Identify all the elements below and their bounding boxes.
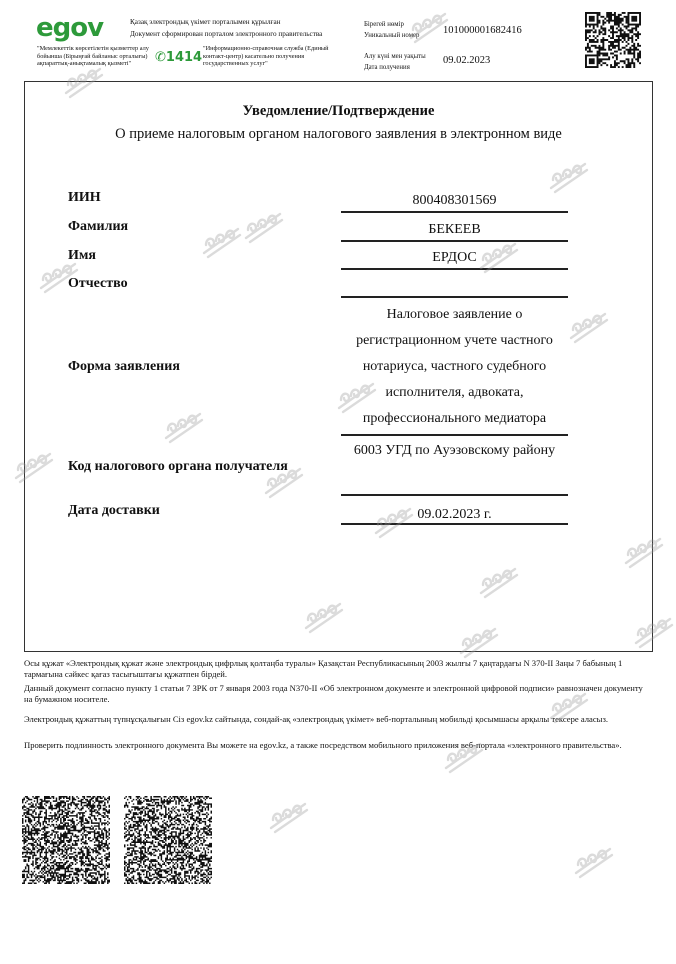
field-underline xyxy=(341,296,568,298)
unique-number-label-ru: Уникальный номер xyxy=(364,32,420,39)
service-center-kz: "Мемлекеттік көрсетілетін қызметтер алу бойынша (Бірыңғай байланыс орталығы) ақпараттық-анықтамалық қызметі" xyxy=(37,45,149,68)
phone-icon: ✆ xyxy=(155,50,166,65)
field-underline xyxy=(341,211,568,213)
watermark-ornament-icon xyxy=(35,250,81,296)
field-underline xyxy=(341,268,568,270)
egov-logo xyxy=(36,13,116,43)
header-qr-code xyxy=(585,12,641,68)
logo-text: egov xyxy=(36,13,104,43)
field-label-patronymic: Отчество xyxy=(68,276,128,291)
hotline-number: 1414 xyxy=(165,50,203,65)
watermark-ornament-icon xyxy=(60,55,106,101)
portal-text-kz: Қазақ электрондық үкімет порталымен құрылған xyxy=(130,18,281,26)
watermark-ornament-icon xyxy=(440,730,486,776)
watermark-ornament-icon xyxy=(570,835,616,881)
watermark-ornament-icon xyxy=(475,555,521,601)
unique-number-label-kz: Бірегей нөмір xyxy=(364,21,404,28)
watermark-ornament-icon xyxy=(240,200,286,246)
field-value-tax-office: 6003 УГД по Ауэзовскому району xyxy=(353,443,556,458)
watermark-ornament-icon xyxy=(475,230,521,276)
watermark-ornament-icon xyxy=(565,300,611,346)
field-value-name: ЕРДОС xyxy=(432,250,477,265)
field-label-iin: ИИН xyxy=(68,190,101,205)
signature-qr-code-2 xyxy=(124,796,212,884)
watermark-ornament-icon xyxy=(455,615,501,661)
watermark-ornament-icon xyxy=(545,680,591,726)
verify-notice-ru: Проверить подлинность электронного документа Вы можете на egov.kz, а также посредством мобильного приложения веб-портала «электронного правительства». xyxy=(24,740,622,750)
watermark-ornament-icon xyxy=(405,0,451,46)
date-label-ru: Дата получения xyxy=(364,64,410,71)
watermark-ornament-icon xyxy=(630,605,676,651)
watermark-ornament-icon xyxy=(260,455,306,501)
unique-number: 101000001682416 xyxy=(443,25,522,36)
field-label-delivery-date: Дата доставки xyxy=(68,503,160,518)
date-label-kz: Алу күні мен уақыты xyxy=(364,53,426,60)
field-underline xyxy=(341,434,568,436)
legal-notice-ru: Данный документ согласно пункту 1 статьи 7 ЗРК от 7 января 2003 года N370-II «Об электронном документе и электронной цифровой подписи» равнозначен документу на бумажном носителе. xyxy=(24,683,643,704)
watermark-ornament-icon xyxy=(300,590,346,636)
hotline xyxy=(155,48,202,66)
field-label-application-form: Форма заявления xyxy=(68,359,180,374)
document-subtitle: О приеме налоговым органом налогового заявления в электронном виде xyxy=(115,126,562,142)
watermark-ornament-icon xyxy=(10,440,56,486)
watermark-ornament-icon xyxy=(160,400,206,446)
field-value-surname: БЕКЕЕВ xyxy=(428,222,481,237)
service-center-ru: "Информационно-справочная служба (Единый контакт-центр) касательно получения государственных услуг" xyxy=(203,45,329,68)
watermark-ornament-icon xyxy=(620,525,666,571)
portal-text-ru: Документ сформирован порталом электронного правительства xyxy=(130,30,323,38)
watermark-ornament-icon xyxy=(265,790,311,836)
watermark-ornament-icon xyxy=(333,370,379,416)
watermark-ornament-icon xyxy=(370,495,416,541)
signature-qr-code-1 xyxy=(22,796,110,884)
field-label-name: Имя xyxy=(68,248,96,263)
verify-notice-kz: Электрондық құжаттың түпнұсқалығын Сіз egov.kz сайтында, сондай-ақ «электрондық үкімет» веб-порталының мобильді қосымшасы арқылы тексере аласыз. xyxy=(24,714,608,724)
legal-notice-kz: Осы құжат «Электрондық құжат және электрондық цифрлық қолтаңба туралы» Қазақстан Республикасының 2003 жылғы 7 қаңтардағы N 370-II Заңы 7 бабының 1 тармағына сәйкес қағаз тасығыштағы құжатпен бірдей. xyxy=(24,658,623,679)
document-title: Уведомление/Подтверждение xyxy=(242,103,435,119)
field-label-surname: Фамилия xyxy=(68,219,129,234)
watermark-ornament-icon xyxy=(198,215,244,261)
field-value-delivery-date: 09.02.2023 г. xyxy=(417,507,492,522)
watermark-ornament-icon xyxy=(545,150,591,196)
receipt-date: 09.02.2023 xyxy=(443,55,491,66)
field-value-application-form: Налоговое заявление о регистрационном учете частного нотариуса, частного судебного исполнителя, адвоката, профессионального медиатора xyxy=(356,307,553,426)
field-underline xyxy=(341,240,568,242)
field-label-tax-office: Код налогового органа получателя xyxy=(68,459,288,474)
field-value-iin: 800408301569 xyxy=(412,193,497,208)
